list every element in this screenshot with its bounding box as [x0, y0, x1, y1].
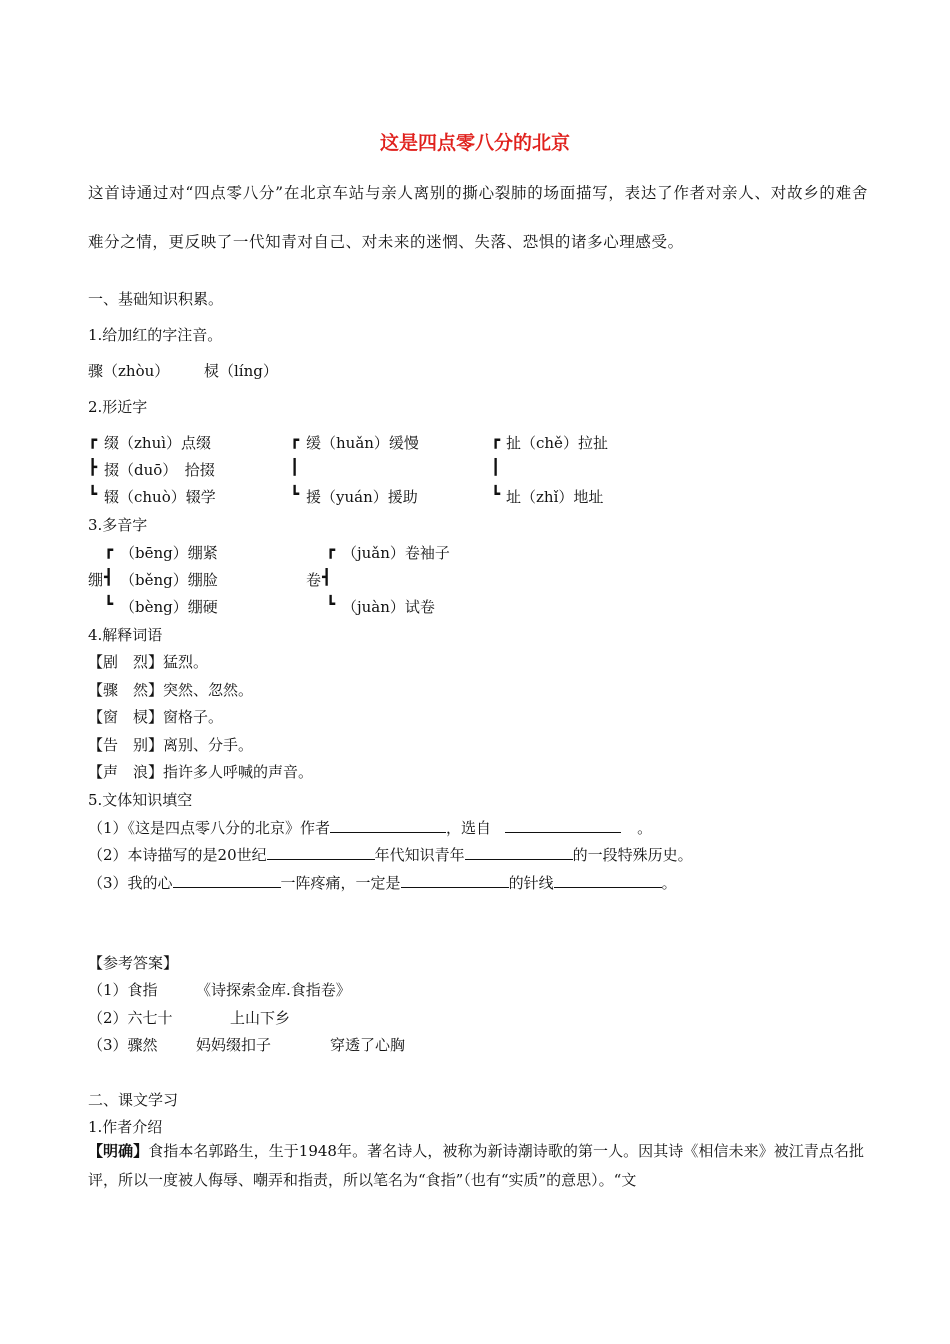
q2-item: 缓（huǎn）缓慢 — [306, 434, 419, 452]
author-intro-text: 食指本名郭路生，生于1948年。著名诗人，被称为新诗潮诗歌的第一人。因其诗《相信未来》被江青点名批评，所以一度被人侮辱、嘲弄和指责，所以笔名为“食指”（也有“实质”的意思）。“文 — [88, 1142, 864, 1189]
q3-label: 3.多音字 — [88, 516, 148, 534]
answer-2-b: 上山下乡 — [230, 1009, 291, 1027]
definition-term: 【声 浪】 — [88, 763, 164, 781]
definition-row — [88, 734, 253, 755]
q5-label: 5.文体知识填空 — [88, 791, 193, 809]
q4-label: 4.解释词语 — [88, 626, 163, 644]
bracket-top: ┏ — [104, 541, 114, 559]
answer-blank[interactable] — [401, 873, 509, 888]
q1-label: 1.给加红的字注音。 — [88, 326, 223, 344]
definition-term: 【告 别】 — [88, 736, 164, 754]
definition-text: 突然、忽然。 — [163, 681, 254, 699]
q2-item: 缀（zhuì）点缀 — [104, 434, 212, 452]
bracket-top: ┏ — [491, 431, 501, 449]
q1-item-2: 棂（líng） — [204, 362, 278, 380]
bracket-top: ┏ — [290, 431, 300, 449]
answer-1-source: 《诗探索金库.食指卷》 — [196, 981, 351, 999]
bracket-mid: ┫ — [322, 568, 332, 586]
bracket-bottom: ┗ — [491, 485, 501, 503]
bracket-mid: ┣ — [88, 458, 98, 476]
fill-text: ，选自 — [446, 819, 492, 837]
fill-text: 。 — [661, 874, 677, 892]
q2-item: 援（yuán）援助 — [306, 488, 418, 506]
section2-heading: 二、课文学习 — [88, 1091, 179, 1109]
bracket-bottom: ┗ — [104, 595, 114, 613]
fill-text: 。 — [637, 819, 653, 837]
q3-reading: （bèng）绷硬 — [120, 598, 218, 616]
bracket-top: ┏ — [326, 541, 336, 559]
bracket-bottom: ┗ — [326, 595, 336, 613]
fill-line-1 — [88, 817, 652, 838]
answer-2: （2）六七十 — [88, 1009, 173, 1027]
answers-heading: 【参考答案】 — [88, 954, 179, 972]
definition-term: 【剧 烈】 — [88, 653, 164, 671]
q3-reading: （běng）绷脸 — [120, 571, 218, 589]
definition-row — [88, 651, 208, 672]
section2-sub: 1.作者介绍 — [88, 1118, 163, 1136]
definition-row — [88, 761, 313, 782]
answer-blank[interactable] — [465, 845, 573, 860]
definition-text: 猛烈。 — [163, 653, 209, 671]
answer-blank[interactable] — [554, 873, 662, 888]
bracket-bottom: ┗ — [88, 485, 98, 503]
answer-3-c: 穿透了心胸 — [330, 1036, 406, 1054]
polyphone-char-1: 绷 — [88, 571, 104, 589]
q3-reading: （juàn）试卷 — [342, 598, 435, 616]
q2-label: 2.形近字 — [88, 398, 148, 416]
bracket-mid: ┫ — [104, 568, 114, 586]
definition-term: 【骤 然】 — [88, 681, 164, 699]
definition-text: 指许多人呼喊的声音。 — [163, 763, 314, 781]
fill-text: （3）我的心 — [88, 874, 173, 892]
polyphone-char-2: 卷 — [306, 571, 322, 589]
bracket-bottom: ┗ — [290, 485, 300, 503]
intro-paragraph: 这首诗通过对“四点零八分”在北京车站与亲人离别的撕心裂肺的场面描写，表达了作者对亲人、对故乡的难舍难分之情，更反映了一代知青对自己、对未来的迷惘、失落、恐惧的诸多心理感受。 — [88, 184, 868, 251]
fill-text: 的针线 — [508, 874, 554, 892]
q2-item: 址（zhǐ）地址 — [506, 488, 604, 506]
clarify-tag: 【明确】 — [88, 1142, 149, 1160]
fill-text: （2）本诗描写的是20世纪 — [88, 846, 267, 864]
answer-blank[interactable] — [173, 873, 281, 888]
definition-text: 窗格子。 — [163, 708, 224, 726]
definition-row — [88, 706, 223, 727]
q3-reading: （juǎn）卷袖子 — [342, 544, 450, 562]
definition-term: 【窗 棂】 — [88, 708, 164, 726]
answer-blank[interactable] — [330, 818, 446, 833]
bracket-top: ┏ — [88, 431, 98, 449]
answer-3-b: 妈妈缀扣子 — [196, 1036, 272, 1054]
q1-item-1: 骤（zhòu） — [88, 362, 170, 380]
answer-1: （1）食指 — [88, 981, 158, 999]
q2-item: 辍（chuò）辍学 — [104, 488, 216, 506]
q3-reading: （bēng）绷紧 — [120, 544, 218, 562]
section1-heading: 一、基础知识积累。 — [88, 290, 224, 308]
fill-text: 年代知识青年 — [374, 846, 465, 864]
fill-line-3 — [88, 872, 677, 893]
answer-blank[interactable] — [267, 845, 375, 860]
fill-text: 一阵疼痛，一定是 — [280, 874, 401, 892]
author-intro — [88, 1137, 864, 1195]
answer-blank[interactable] — [505, 818, 621, 833]
answer-3: （3）骤然 — [88, 1036, 158, 1054]
definition-text: 离别、分手。 — [163, 736, 254, 754]
definition-row — [88, 679, 253, 700]
q2-item: 扯（chě）拉扯 — [506, 434, 608, 452]
page-title: 这是四点零八分的北京 — [379, 132, 570, 154]
fill-text: （1）《这是四点零八分的北京》作者 — [88, 819, 331, 837]
fill-line-2 — [88, 844, 693, 865]
fill-text: 的一段特殊历史。 — [572, 846, 693, 864]
bracket-mid: ┃ — [491, 458, 501, 476]
q2-item: 掇（duō） 拾掇 — [104, 461, 215, 479]
bracket-mid: ┃ — [290, 458, 300, 476]
